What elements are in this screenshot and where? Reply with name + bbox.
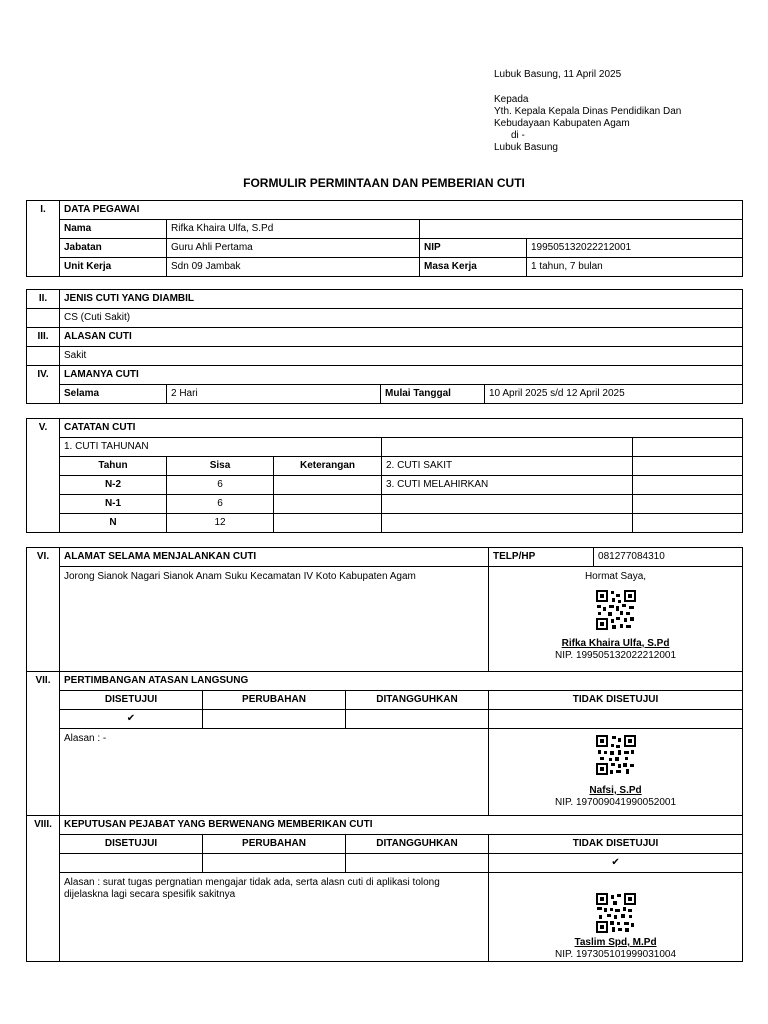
ditangguhkan-checkbox[interactable] — [346, 854, 489, 873]
empty-cell — [633, 457, 743, 476]
section-number: II. — [27, 290, 60, 309]
cuti-sakit-label: 2. CUTI SAKIT — [382, 457, 633, 476]
pertimbangan-alasan: Alasan : - — [60, 729, 489, 816]
selama-label: Selama — [60, 385, 167, 404]
section-number: VII. — [27, 672, 60, 816]
masa-kerja-label: Masa Kerja — [420, 258, 527, 277]
jabatan-label: Jabatan — [60, 239, 167, 258]
perubahan-header: PERUBAHAN — [203, 835, 346, 854]
catatan-cuti-title: CATATAN CUTI — [60, 419, 743, 438]
table-row — [27, 514, 743, 533]
col-keterangan-header: Keterangan — [274, 457, 382, 476]
empty-cell — [27, 309, 60, 328]
alasan-cuti-value: Sakit — [60, 347, 743, 366]
ditangguhkan-checkbox[interactable] — [346, 710, 489, 729]
col-sisa-header: Sisa — [167, 457, 274, 476]
tahun-cell: N-2 — [60, 476, 167, 495]
lamanya-cuti-title: LAMANYA CUTI — [60, 366, 743, 385]
pejabat-signer-name: Taslim Spd, M.Pd — [574, 937, 657, 948]
alamat-value: Jorong Sianok Nagari Sianok Anam Suku Kecamatan IV Koto Kabupaten Agam — [60, 567, 489, 672]
section-title: DATA PEGAWAI — [60, 201, 743, 220]
disetujui-checkbox[interactable] — [60, 854, 203, 873]
disetujui-header: DISETUJUI — [60, 691, 203, 710]
section-number: III. — [27, 328, 60, 347]
alamat-title: ALAMAT SELAMA MENJALANKAN CUTI — [60, 548, 489, 567]
perubahan-checkbox[interactable] — [203, 854, 346, 873]
section-number: VIII. — [27, 816, 60, 962]
keputusan-alasan: Alasan : surat tugas pergnatian mengajar tidak ada, serta alasn cuti di aplikasi tolong dijelaskna lagi secara spesifik sakitnya — [60, 873, 489, 962]
qr-code-icon — [596, 735, 636, 775]
unit-kerja-value: Sdn 09 Jambak — [167, 258, 420, 277]
nip-value: 199505132022212001 — [527, 239, 743, 258]
keputusan-title: KEPUTUSAN PEJABAT YANG BERWENANG MEMBERIKAN CUTI — [60, 816, 743, 835]
unit-kerja-label: Unit Kerja — [60, 258, 167, 277]
pejabat-signer-nip: NIP. 197305101999031004 — [555, 949, 677, 960]
nama-value: Rifka Khaira Ulfa, S.Pd — [167, 220, 420, 239]
tidak-disetujui-header: TIDAK DISETUJUI — [489, 835, 743, 854]
empty-cell — [633, 476, 743, 495]
place-date: Lubuk Basung, 11 April 2025 — [494, 69, 622, 80]
tidak-disetujui-checkbox[interactable]: ✔ — [489, 854, 743, 873]
pejabat-signature-block — [489, 873, 743, 962]
section-alamat-pertimbangan-keputusan — [26, 547, 743, 962]
nama-label: Nama — [60, 220, 167, 239]
section-number: V. — [27, 419, 60, 533]
tidak-disetujui-checkbox[interactable] — [489, 710, 743, 729]
qr-code-icon — [596, 893, 636, 933]
recipient-line1: Yth. Kepala Kepala Dinas Pendidikan Dan — [494, 106, 682, 117]
disetujui-checkbox[interactable]: ✔ — [60, 710, 203, 729]
ditangguhkan-header: DITANGGUHKAN — [346, 691, 489, 710]
empty-cell — [633, 495, 743, 514]
cuti-tahunan-label: 1. CUTI TAHUNAN — [60, 438, 382, 457]
ditangguhkan-header: DITANGGUHKAN — [346, 835, 489, 854]
sisa-cell: 6 — [167, 476, 274, 495]
table-row — [27, 495, 743, 514]
section-number: IV. — [27, 366, 60, 404]
section-number: I. — [27, 201, 60, 277]
page-title: FORMULIR PERMINTAAN DAN PEMBERIAN CUTI — [243, 176, 525, 190]
masa-kerja-value: 1 tahun, 7 bulan — [527, 258, 743, 277]
nip-label: NIP — [420, 239, 527, 258]
empty-cell — [27, 347, 60, 366]
mulai-tanggal-value: 10 April 2025 s/d 12 April 2025 — [485, 385, 743, 404]
tidak-disetujui-header: TIDAK DISETUJUI — [489, 691, 743, 710]
jenis-cuti-title: JENIS CUTI YANG DIAMBIL — [60, 290, 743, 309]
recipient-line2: Kebudayaan Kabupaten Agam — [494, 118, 630, 129]
section-data-pegawai — [26, 200, 743, 277]
section-jenis-alasan-lama — [26, 289, 743, 404]
pegawai-signer-name: Rifka Khaira Ulfa, S.Pd — [561, 638, 670, 649]
tahun-cell: N — [60, 514, 167, 533]
jabatan-value: Guru Ahli Pertama — [167, 239, 420, 258]
pertimbangan-title: PERTIMBANGAN ATASAN LANGSUNG — [60, 672, 743, 691]
keterangan-cell — [274, 495, 382, 514]
di-label: di - — [511, 130, 525, 141]
qr-code-icon — [596, 590, 636, 630]
mulai-tanggal-label: Mulai Tanggal — [381, 385, 485, 404]
keterangan-cell — [274, 476, 382, 495]
atasan-signer-nip: NIP. 197009041990052001 — [555, 797, 677, 808]
section-catatan-cuti — [26, 418, 743, 533]
telp-value: 081277084310 — [594, 548, 743, 567]
alasan-cuti-title: ALASAN CUTI — [60, 328, 743, 347]
empty-cell — [382, 514, 633, 533]
sisa-cell: 12 — [167, 514, 274, 533]
recipient-city: Lubuk Basung — [494, 142, 558, 153]
empty-cell — [420, 220, 743, 239]
pegawai-signature-block — [489, 567, 743, 672]
empty-cell — [382, 438, 633, 457]
cuti-melahirkan-label: 3. CUTI MELAHIRKAN — [382, 476, 633, 495]
empty-cell — [633, 438, 743, 457]
table-row — [27, 476, 743, 495]
tahun-cell: N-1 — [60, 495, 167, 514]
keterangan-cell — [274, 514, 382, 533]
section-number: VI. — [27, 548, 60, 672]
pegawai-signer-nip: NIP. 199505132022212001 — [555, 650, 677, 661]
telp-label: TELP/HP — [489, 548, 594, 567]
atasan-signature-block — [489, 729, 743, 816]
jenis-cuti-value: CS (Cuti Sakit) — [60, 309, 743, 328]
sisa-cell: 6 — [167, 495, 274, 514]
empty-cell — [382, 495, 633, 514]
col-tahun-header: Tahun — [60, 457, 167, 476]
selama-value: 2 Hari — [167, 385, 381, 404]
disetujui-header: DISETUJUI — [60, 835, 203, 854]
to-label: Kepada — [494, 94, 529, 105]
atasan-signer-name: Nafsi, S.Pd — [589, 785, 642, 796]
perubahan-checkbox[interactable] — [203, 710, 346, 729]
hormat-saya: Hormat Saya, — [584, 571, 647, 582]
perubahan-header: PERUBAHAN — [203, 691, 346, 710]
empty-cell — [633, 514, 743, 533]
